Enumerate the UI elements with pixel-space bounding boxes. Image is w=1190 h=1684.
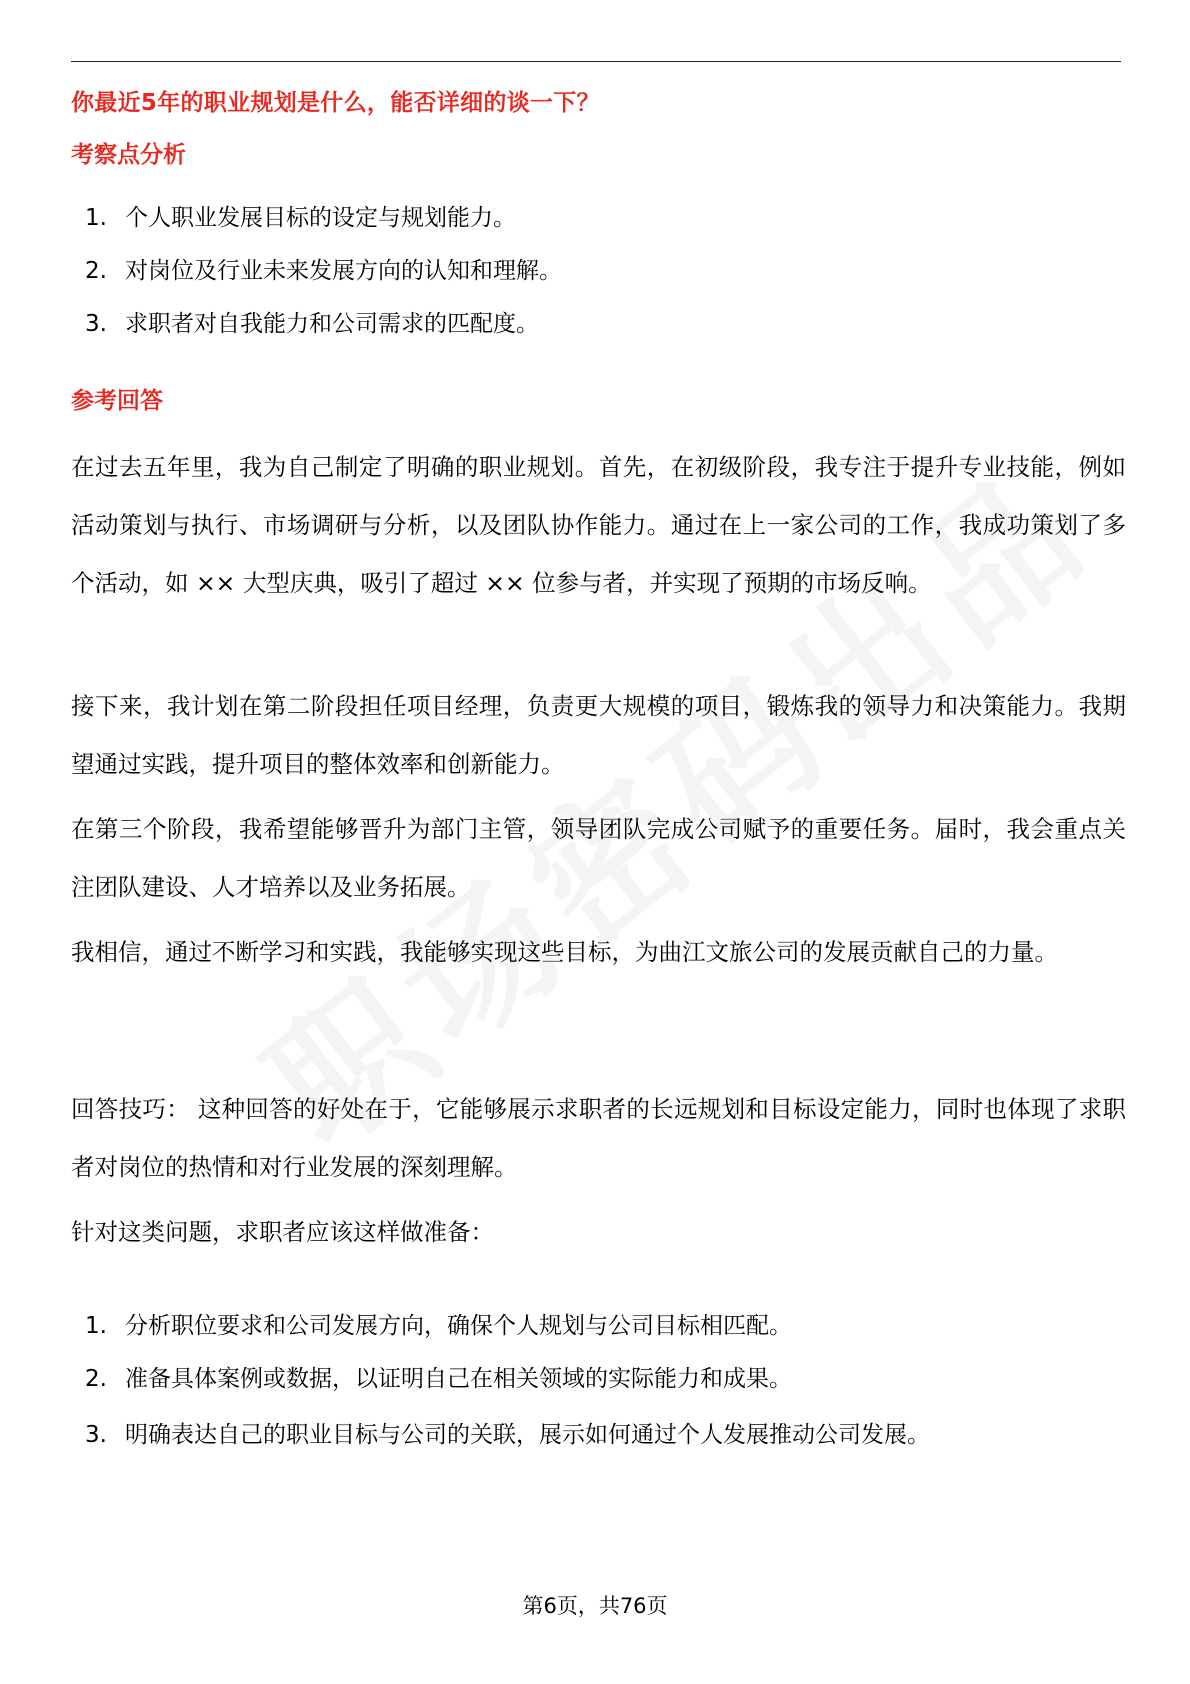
answer-paragraph-3: 在第三个阶段，我希望能够晋升为部门主管，领导团队完成公司赋予的重要任务。届时，我会重点关注团队建设、人才培养以及业务拓展。 [71,815,1126,901]
list-item-text: 求职者对自我能力和公司需求的匹配度。 [125,311,539,337]
page-footer: 第6页，共76页 [522,1594,668,1618]
list-item [71,1406,1126,1464]
prep-list [71,1300,1126,1464]
top-divider [71,61,1121,62]
list-item [71,192,1126,245]
list-item-number: 3. [85,311,107,337]
list-item-text: 分析职位要求和公司发展方向，确保个人规划与公司目标相匹配。 [125,1313,792,1339]
answer-tips: 回答技巧： 这种回答的好处在于，它能够展示求职者的长远规划和目标设定能力，同时也体现了求职者对岗位的热情和对行业发展的深刻理解。 [71,1095,1126,1181]
list-item-text: 准备具体案例或数据，以证明自己在相关领域的实际能力和成果。 [125,1366,792,1392]
question-title: 你最近5年的职业规划是什么，能否详细的谈一下？ [71,90,600,116]
list-item-number: 1. [85,205,107,231]
list-item-number: 2. [85,1366,107,1392]
analysis-heading: 考察点分析 [71,142,186,168]
list-item [71,245,1126,298]
list-item-number: 1. [85,1313,107,1339]
list-item [71,298,1126,351]
answer-paragraph-1: 在过去五年里，我为自己制定了明确的职业规划。首先，在初级阶段，我专注于提升专业技能，例如活动策划与执行、市场调研与分析，以及团队协作能力。通过在上一家公司的工作，我成功策划了多个活动，如 ×× 大型庆典，吸引了超过 ×× 位参与者，并实现了预期的市场反响。 [71,453,1126,597]
list-item-number: 3. [85,1422,107,1448]
list-item-text: 对岗位及行业未来发展方向的认知和理解。 [125,258,562,284]
answer-paragraph-4: 我相信，通过不断学习和实践，我能够实现这些目标，为曲江文旅公司的发展贡献自己的力量。 [71,938,1058,966]
list-item-text: 明确表达自己的职业目标与公司的关联，展示如何通过个人发展推动公司发展。 [125,1422,930,1448]
prep-intro: 针对这类问题，求职者应该这样做准备： [71,1218,494,1246]
list-item-number: 2. [85,258,107,284]
list-item [71,1300,1126,1353]
list-item-text: 个人职业发展目标的设定与规划能力。 [125,205,516,231]
list-item [71,1353,1126,1406]
answer-heading: 参考回答 [71,388,163,414]
answer-paragraph-2: 接下来，我计划在第二阶段担任项目经理，负责更大规模的项目，锻炼我的领导力和决策能力。我期望通过实践，提升项目的整体效率和创新能力。 [71,692,1126,778]
analysis-list [71,192,1126,351]
